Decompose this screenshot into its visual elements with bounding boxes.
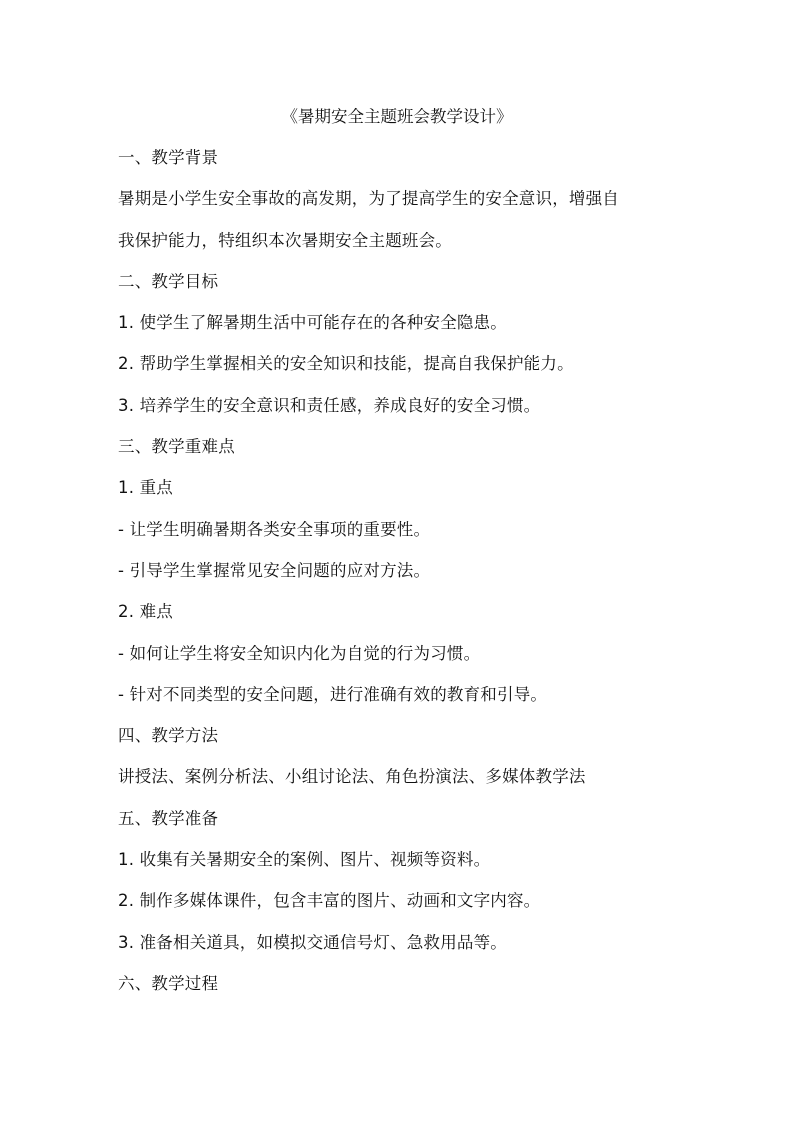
preparation-item-2: 2. 制作多媒体课件，包含丰富的图片、动画和文字内容。 xyxy=(118,891,541,911)
subheading-difficult-points: 2. 难点 xyxy=(118,602,173,622)
methods-text: 讲授法、案例分析法、小组讨论法、角色扮演法、多媒体教学法 xyxy=(118,767,586,787)
document-title: 《暑期安全主题班会教学设计》 xyxy=(281,107,513,126)
background-paragraph-line-1: 暑期是小学生安全事故的高发期，为了提高学生的安全意识，增强自 xyxy=(118,189,619,209)
difficult-point-item-1: - 如何让学生将安全知识内化为自觉的行为习惯。 xyxy=(118,643,481,663)
section-heading-key-difficult-points: 三、教学重难点 xyxy=(118,437,235,457)
objective-item-3: 3. 培养学生的安全意识和责任感，养成良好的安全习惯。 xyxy=(118,395,541,415)
document-body xyxy=(118,148,688,1015)
key-point-item-2: - 引导学生掌握常见安全问题的应对方法。 xyxy=(118,560,431,580)
preparation-item-3: 3. 准备相关道具，如模拟交通信号灯、急救用品等。 xyxy=(118,932,507,952)
difficult-point-item-2: - 针对不同类型的安全问题，进行准确有效的教育和引导。 xyxy=(118,684,548,704)
subheading-key-points: 1. 重点 xyxy=(118,478,173,498)
section-heading-objectives: 二、教学目标 xyxy=(118,271,219,291)
key-point-item-1: - 让学生明确暑期各类安全事项的重要性。 xyxy=(118,519,431,539)
preparation-item-1: 1. 收集有关暑期安全的案例、图片、视频等资料。 xyxy=(118,850,491,870)
section-heading-background: 一、教学背景 xyxy=(118,148,219,167)
section-heading-process: 六、教学过程 xyxy=(118,973,219,993)
objective-item-2: 2. 帮助学生掌握相关的安全知识和技能，提高自我保护能力。 xyxy=(118,354,574,374)
objective-item-1: 1. 使学生了解暑期生活中可能存在的各种安全隐患。 xyxy=(118,313,507,333)
section-heading-methods: 四、教学方法 xyxy=(118,726,219,746)
section-heading-preparation: 五、教学准备 xyxy=(118,808,219,828)
background-paragraph-line-2: 我保护能力，特组织本次暑期安全主题班会。 xyxy=(118,230,452,250)
